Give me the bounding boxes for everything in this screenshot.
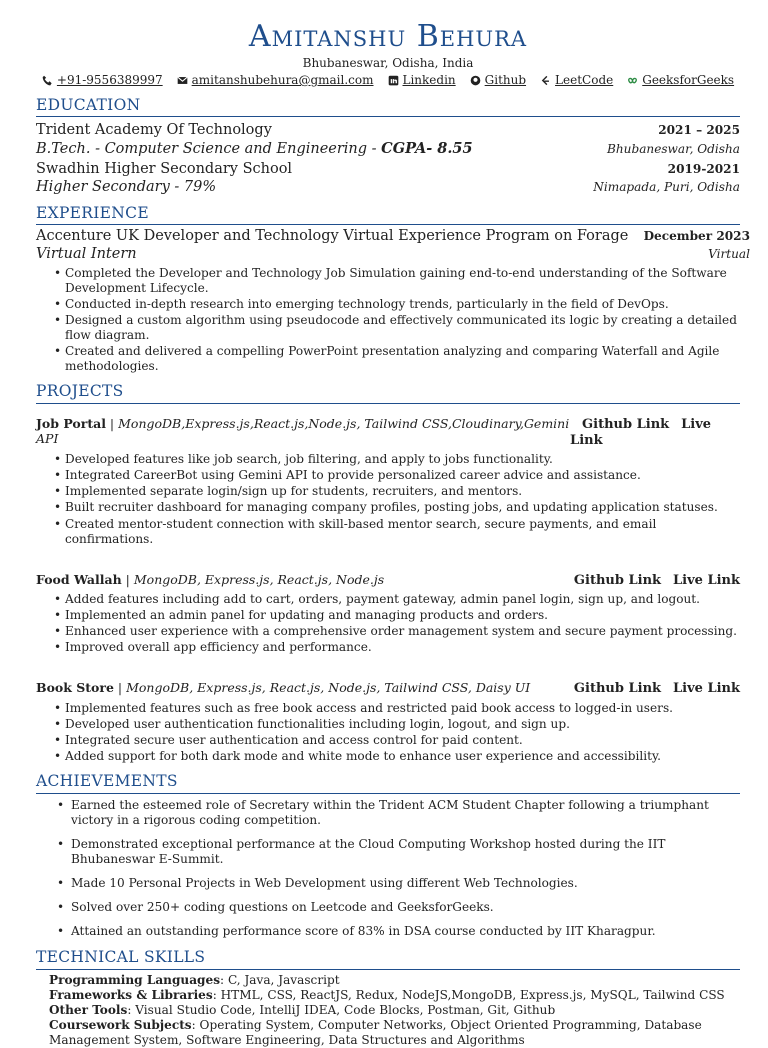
project-stack: MongoDB, Express.js, React.js, Node.js [133,571,385,587]
candidate-name: Amitanshu Behura [248,19,528,54]
list-item: • Solved over 250+ coding questions on Leetcode and GeeksforGeeks. [57,900,740,915]
leetcode-icon [540,75,551,86]
email-icon [177,75,188,86]
live-link[interactable]: Live Link [673,681,740,697]
list-item: • Earned the esteemed role of Secretary within the Trident ACM Student Chapter following a triumphant victory in a rigorous coding competition. [57,798,740,828]
contact-github[interactable] [470,73,526,88]
list-item: • Completed the Developer and Technology Job Simulation gaining end-to-end understanding of the Software Development Lifecycle. [54,266,740,296]
experience-date: December 2023 [643,229,750,244]
project-entry: Job Portal | MongoDB,Express.js,React.js,Node.js, Tailwind CSS,Cloudinary,Gemini API Github Link Live Link • Developed features like job search, job filtering, and apply to jobs functionality. • Integrated CareerBot using Gemini API to provide personalized career advice and assistance. • Implemented separate login/sign up for students, recruiters, and mentors. • Built recruiter dashboard for managing company profiles, posting jobs, and updating application statuses. • Created mentor-student connection with skill-based mentor search, secure payments, and email confirmations. [36,416,740,547]
skill-label: Frameworks & Libraries [49,987,213,1002]
skill-label: Programming Languages [49,972,221,987]
education-dates: 2021 – 2025 [658,123,740,138]
contact-linkedin[interactable] [388,73,456,88]
project-stack: MongoDB, Express.js, React.js, Node.js, Tailwind CSS, Daisy UI [126,680,531,696]
geeksforgeeks-icon [627,75,638,86]
list-item: • Implemented separate login/sign up for students, recruiters, and mentors. [54,484,740,499]
candidate-location: Bhubaneswar, Odisha, India [302,56,474,70]
list-item: • Integrated CareerBot using Gemini API to provide personalized career advice and assistance. [54,468,740,483]
degree: B.Tech. - Computer Science and Engineering - [36,140,382,157]
education-entry [36,121,740,157]
project-entry: Food Wallah | MongoDB, Express.js, React.js, Node.js Github Link Live Link • Added features including add to cart, orders, payment gateway, admin panel login, sign up, and logout. • Implemented an admin panel for updating and managing products and orders. • Enhanced user experience with a comprehensive order management system and secure payment processing. • Improved overall app efficiency and performance. [36,572,740,656]
skill-line [49,973,740,988]
skill-label: Other Tools [49,1002,128,1017]
education-place: Nimapada, Puri, Odisha [593,179,740,194]
contact-leetcode[interactable] [540,73,613,88]
experience-entry [36,227,750,374]
github-link[interactable]: Github Link [573,681,662,697]
list-item: • Developed features like job search, job filtering, and apply to jobs functionality. [54,452,740,467]
skill-label: Coursework Subjects [49,1018,192,1033]
education-entry [36,160,740,196]
section-heading-achievements: ACHIEVEMENTS [36,772,740,793]
skill-value: : HTML, CSS, ReactJS, Redux, NodeJS,MongoDB, Express.js, MySQL, Tailwind CSS [212,987,725,1002]
education-place: Bhubaneswar, Odisha [606,141,740,156]
experience-title: Accenture UK Developer and Technology Virtual Experience Program on Forage [36,228,629,245]
achievements-list [36,798,740,940]
contact-bar [36,73,740,88]
project-name: Book Store [36,680,114,696]
geeksforgeeks-link[interactable]: GeeksforGeeks [642,73,735,87]
phone-link[interactable]: +91-9556389997 [56,73,163,87]
experience-mode: Virtual [708,247,750,262]
leetcode-link[interactable]: LeetCode [555,73,614,87]
experience-role: Virtual Intern [36,246,137,263]
github-link[interactable]: Github Link [582,416,670,432]
github-icon [470,75,481,86]
list-item: • Created and delivered a compelling PowerPoint presentation analyzing and comparing Waterfall and Agile methodologies. [54,344,740,374]
contact-email[interactable] [177,73,374,88]
github-link[interactable]: Github Link [573,572,662,588]
school-name: Swadhin Higher Secondary School [36,160,293,177]
linkedin-link[interactable]: Linkedin [402,73,456,87]
project-name: Food Wallah [36,571,122,587]
list-item: • Added support for both dark mode and white mode to enhance user experience and accessibility. [54,749,740,764]
list-item: • Made 10 Personal Projects in Web Development using different Web Technologies. [57,876,740,891]
list-item: • Improved overall app efficiency and performance. [54,640,740,655]
list-item: • Enhanced user experience with a comprehensive order management system and secure payment processing. [54,624,740,639]
cgpa: CGPA- 8.55 [381,139,473,157]
project-entry: Book Store | MongoDB, Express.js, React.js, Node.js, Tailwind CSS, Daisy UI Github Link Live Link • Implemented features such as free book access and restricted paid book access to logged-in users. • Developed user authentication functionalities including login, logout, and sign up. • Integrated secure user authentication and access control for paid content. • Added support for both dark mode and white mode to enhance user experience and accessibility. [36,680,740,764]
list-item: • Implemented an admin panel for updating and managing products and orders. [54,608,740,623]
project-name: Job Portal [36,415,106,431]
degree: Higher Secondary - 79% [36,178,217,195]
github-link[interactable]: Github [484,73,527,87]
skill-value: : C, Java, Javascript [220,972,340,987]
skill-line [49,988,740,1003]
contact-geeksforgeeks[interactable] [627,73,734,88]
phone-icon [42,75,53,86]
list-item: • Implemented features such as free book access and restricted paid book access to logged-in users. [54,701,740,716]
skill-line [49,1018,740,1048]
list-item: • Created mentor-student connection with skill-based mentor search, secure payments, and email confirmations. [54,517,740,547]
section-heading-education: EDUCATION [36,96,740,117]
email-link[interactable]: amitanshubehura@gmail.com [191,73,374,87]
list-item: • Conducted in-depth research into emerging technology trends, particularly in the field of DevOps. [54,297,740,312]
list-item: • Integrated secure user authentication and access control for paid content. [54,733,740,748]
section-heading-experience: EXPERIENCE [36,204,740,225]
list-item: • Added features including add to cart, orders, payment gateway, admin panel login, sign up, and logout. [54,592,740,607]
live-link[interactable]: Live Link [570,416,712,448]
section-heading-technical-skills: TECHNICAL SKILLS [36,948,740,969]
school-name: Trident Academy Of Technology [36,122,272,139]
linkedin-icon [388,75,399,86]
skill-value: : Visual Studio Code, IntelliJ IDEA, Code Blocks, Postman, Git, Github [127,1002,556,1017]
list-item: • Demonstrated exceptional performance at the Cloud Computing Workshop hosted during the IIT Bhubaneswar E-Summit. [57,837,740,867]
live-link[interactable]: Live Link [673,572,740,588]
list-item: • Developed user authentication functionalities including login, logout, and sign up. [54,717,740,732]
list-item: • Built recruiter dashboard for managing company profiles, posting jobs, and updating application statuses. [54,500,740,515]
list-item: • Designed a custom algorithm using pseudocode and effectively communicated its logic by creating a detailed flow diagram. [54,313,740,343]
contact-phone[interactable] [42,73,163,88]
education-dates: 2019-2021 [667,161,740,176]
list-item: • Attained an outstanding performance score of 83% in DSA course conducted by IIT Kharagpur. [57,924,740,939]
skill-value: : Operating System, Computer Networks, Object Oriented Programming, Database Management System, Software Engineering, Data Structures and Algorithms [49,1018,702,1048]
skill-line [49,1003,740,1018]
project-stack: MongoDB,Express.js,React.js,Node.js, Tailwind CSS,Cloudinary,Gemini API [36,415,570,447]
section-heading-projects: PROJECTS [36,382,740,403]
skills-block [36,973,740,1048]
